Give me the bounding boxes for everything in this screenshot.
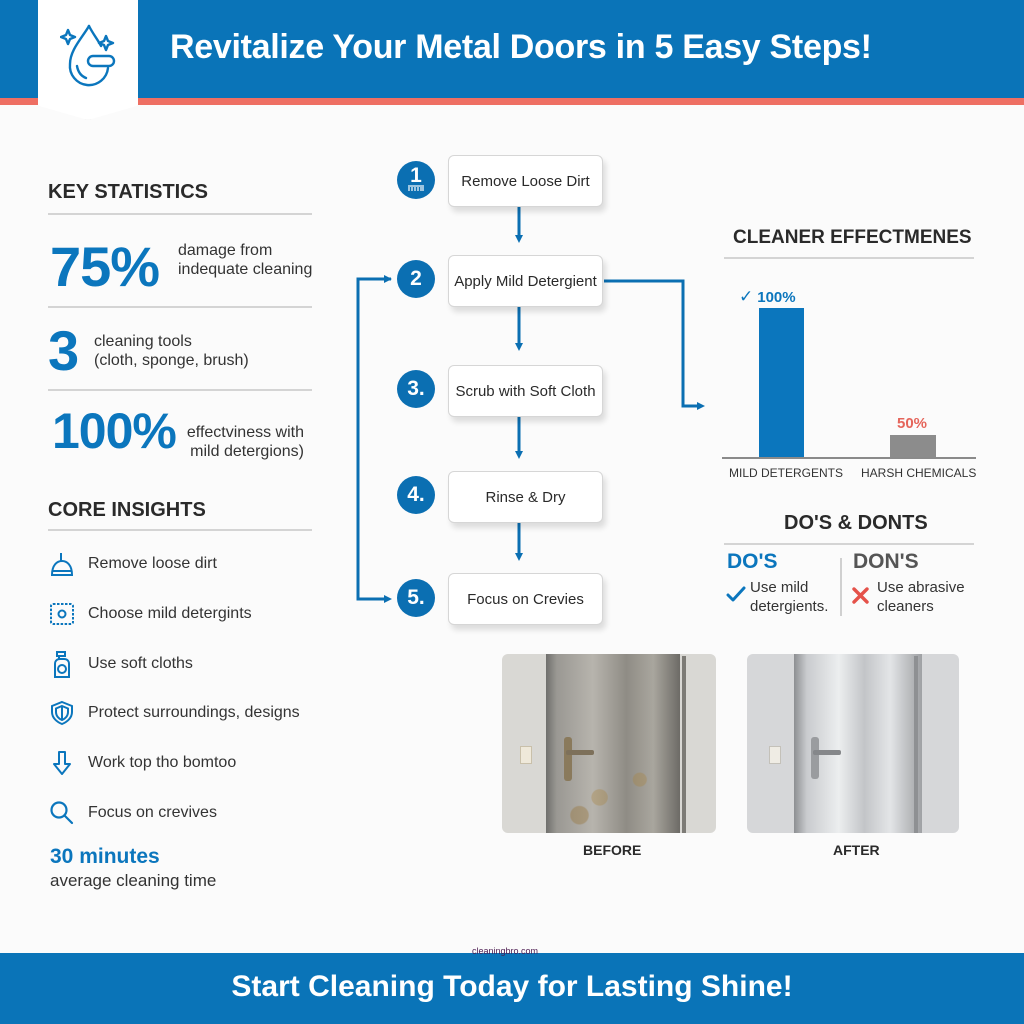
bar-harsh-chemicals <box>890 435 936 458</box>
x-mark-icon <box>852 587 869 604</box>
stat-desc-line: (cloth, sponge, brush) <box>94 352 249 369</box>
after-photo <box>747 654 959 833</box>
dos-heading: DO'S <box>727 550 778 573</box>
dos-text <box>750 578 828 616</box>
chart-title: CLEANER EFFECTMENES <box>733 227 972 248</box>
door-handle <box>566 750 594 755</box>
insight-label: Protect surroundings, designs <box>88 704 300 721</box>
donts-line: Use abrasive <box>877 579 965 596</box>
insight-label: Choose mild detergints <box>88 605 252 622</box>
step-4-badge: 4. <box>397 476 435 514</box>
dos-line: detergients. <box>750 598 829 615</box>
stat-value-tools: 3 <box>48 319 79 382</box>
door-frame <box>682 656 686 833</box>
check-icon <box>726 586 746 602</box>
step-2-badge: 2 <box>397 260 435 298</box>
after-label: AFTER <box>833 842 880 858</box>
step-5-box: Focus on Crevies <box>448 573 603 625</box>
stat-desc-line: indequate cleaning <box>178 261 313 278</box>
stat-value-damage: 75% <box>50 235 160 298</box>
stat-desc-line: mild detergions) <box>190 443 304 460</box>
watermark: cleaningbro.com <box>472 946 539 956</box>
donts-line: cleaners <box>877 598 934 615</box>
dos-line: Use mild <box>750 579 809 596</box>
insight-label: Work top tho bomtoo <box>88 754 237 771</box>
door-frame <box>914 656 918 833</box>
door-handle-plate <box>811 737 819 779</box>
core-insights-heading: CORE INSIGHTS <box>48 499 206 521</box>
step-4-box: Rinse & Dry <box>448 471 603 523</box>
step-2-box: Apply Mild Detergient <box>448 255 603 307</box>
donts-heading: DON'S <box>853 550 919 573</box>
step-3-badge: 3. <box>397 370 435 408</box>
step-5-badge: 5. <box>397 579 435 617</box>
insight-label: Remove loose dirt <box>88 555 217 572</box>
check-icon: ✓ <box>739 287 754 306</box>
page-title: Revitalize Your Metal Doors in 5 Easy Steps! <box>170 28 872 66</box>
chart-x-axis <box>722 457 976 459</box>
brush-icon <box>407 185 425 192</box>
stat-value-effectiveness: 100% <box>52 403 176 459</box>
before-label: BEFORE <box>583 842 642 858</box>
bar-value-harsh: 50% <box>897 415 928 432</box>
stat-desc-line: effectviness with <box>186 424 304 441</box>
bar-value-text: 100% <box>757 289 796 306</box>
before-photo <box>502 654 716 833</box>
light-switch <box>769 746 781 764</box>
donts-text <box>877 578 965 616</box>
step-3-box: Scrub with Soft Cloth <box>448 365 603 417</box>
category-label: HARSH CHEMICALS <box>861 466 977 480</box>
divider-vertical <box>840 558 842 616</box>
category-label: MILD DETERGENTS <box>729 466 844 480</box>
average-time-value: 30 minutes <box>50 845 160 868</box>
stat-desc-line: damage from <box>178 242 273 259</box>
divider <box>724 257 974 259</box>
stat-desc-line: cleaning tools <box>94 333 192 350</box>
bar-mild-detergents <box>759 308 804 458</box>
insight-label: Use soft cloths <box>88 655 193 672</box>
bar-value-mild <box>739 287 796 307</box>
key-statistics-heading: KEY STATISTICS <box>48 181 209 203</box>
step-1-box: Remove Loose Dirt <box>448 155 603 207</box>
dos-donts-title: DO'S & DONTS <box>784 512 928 534</box>
door-handle-plate <box>564 737 572 781</box>
step-number: 1 <box>410 164 422 187</box>
average-time-label: average cleaning time <box>50 871 217 890</box>
light-switch <box>520 746 532 764</box>
divider <box>724 543 974 545</box>
insight-label: Focus on crevives <box>88 804 217 821</box>
step-1-badge <box>397 161 435 199</box>
door-handle <box>813 750 841 755</box>
footer-title: Start Cleaning Today for Lasting Shine! <box>231 970 793 1003</box>
